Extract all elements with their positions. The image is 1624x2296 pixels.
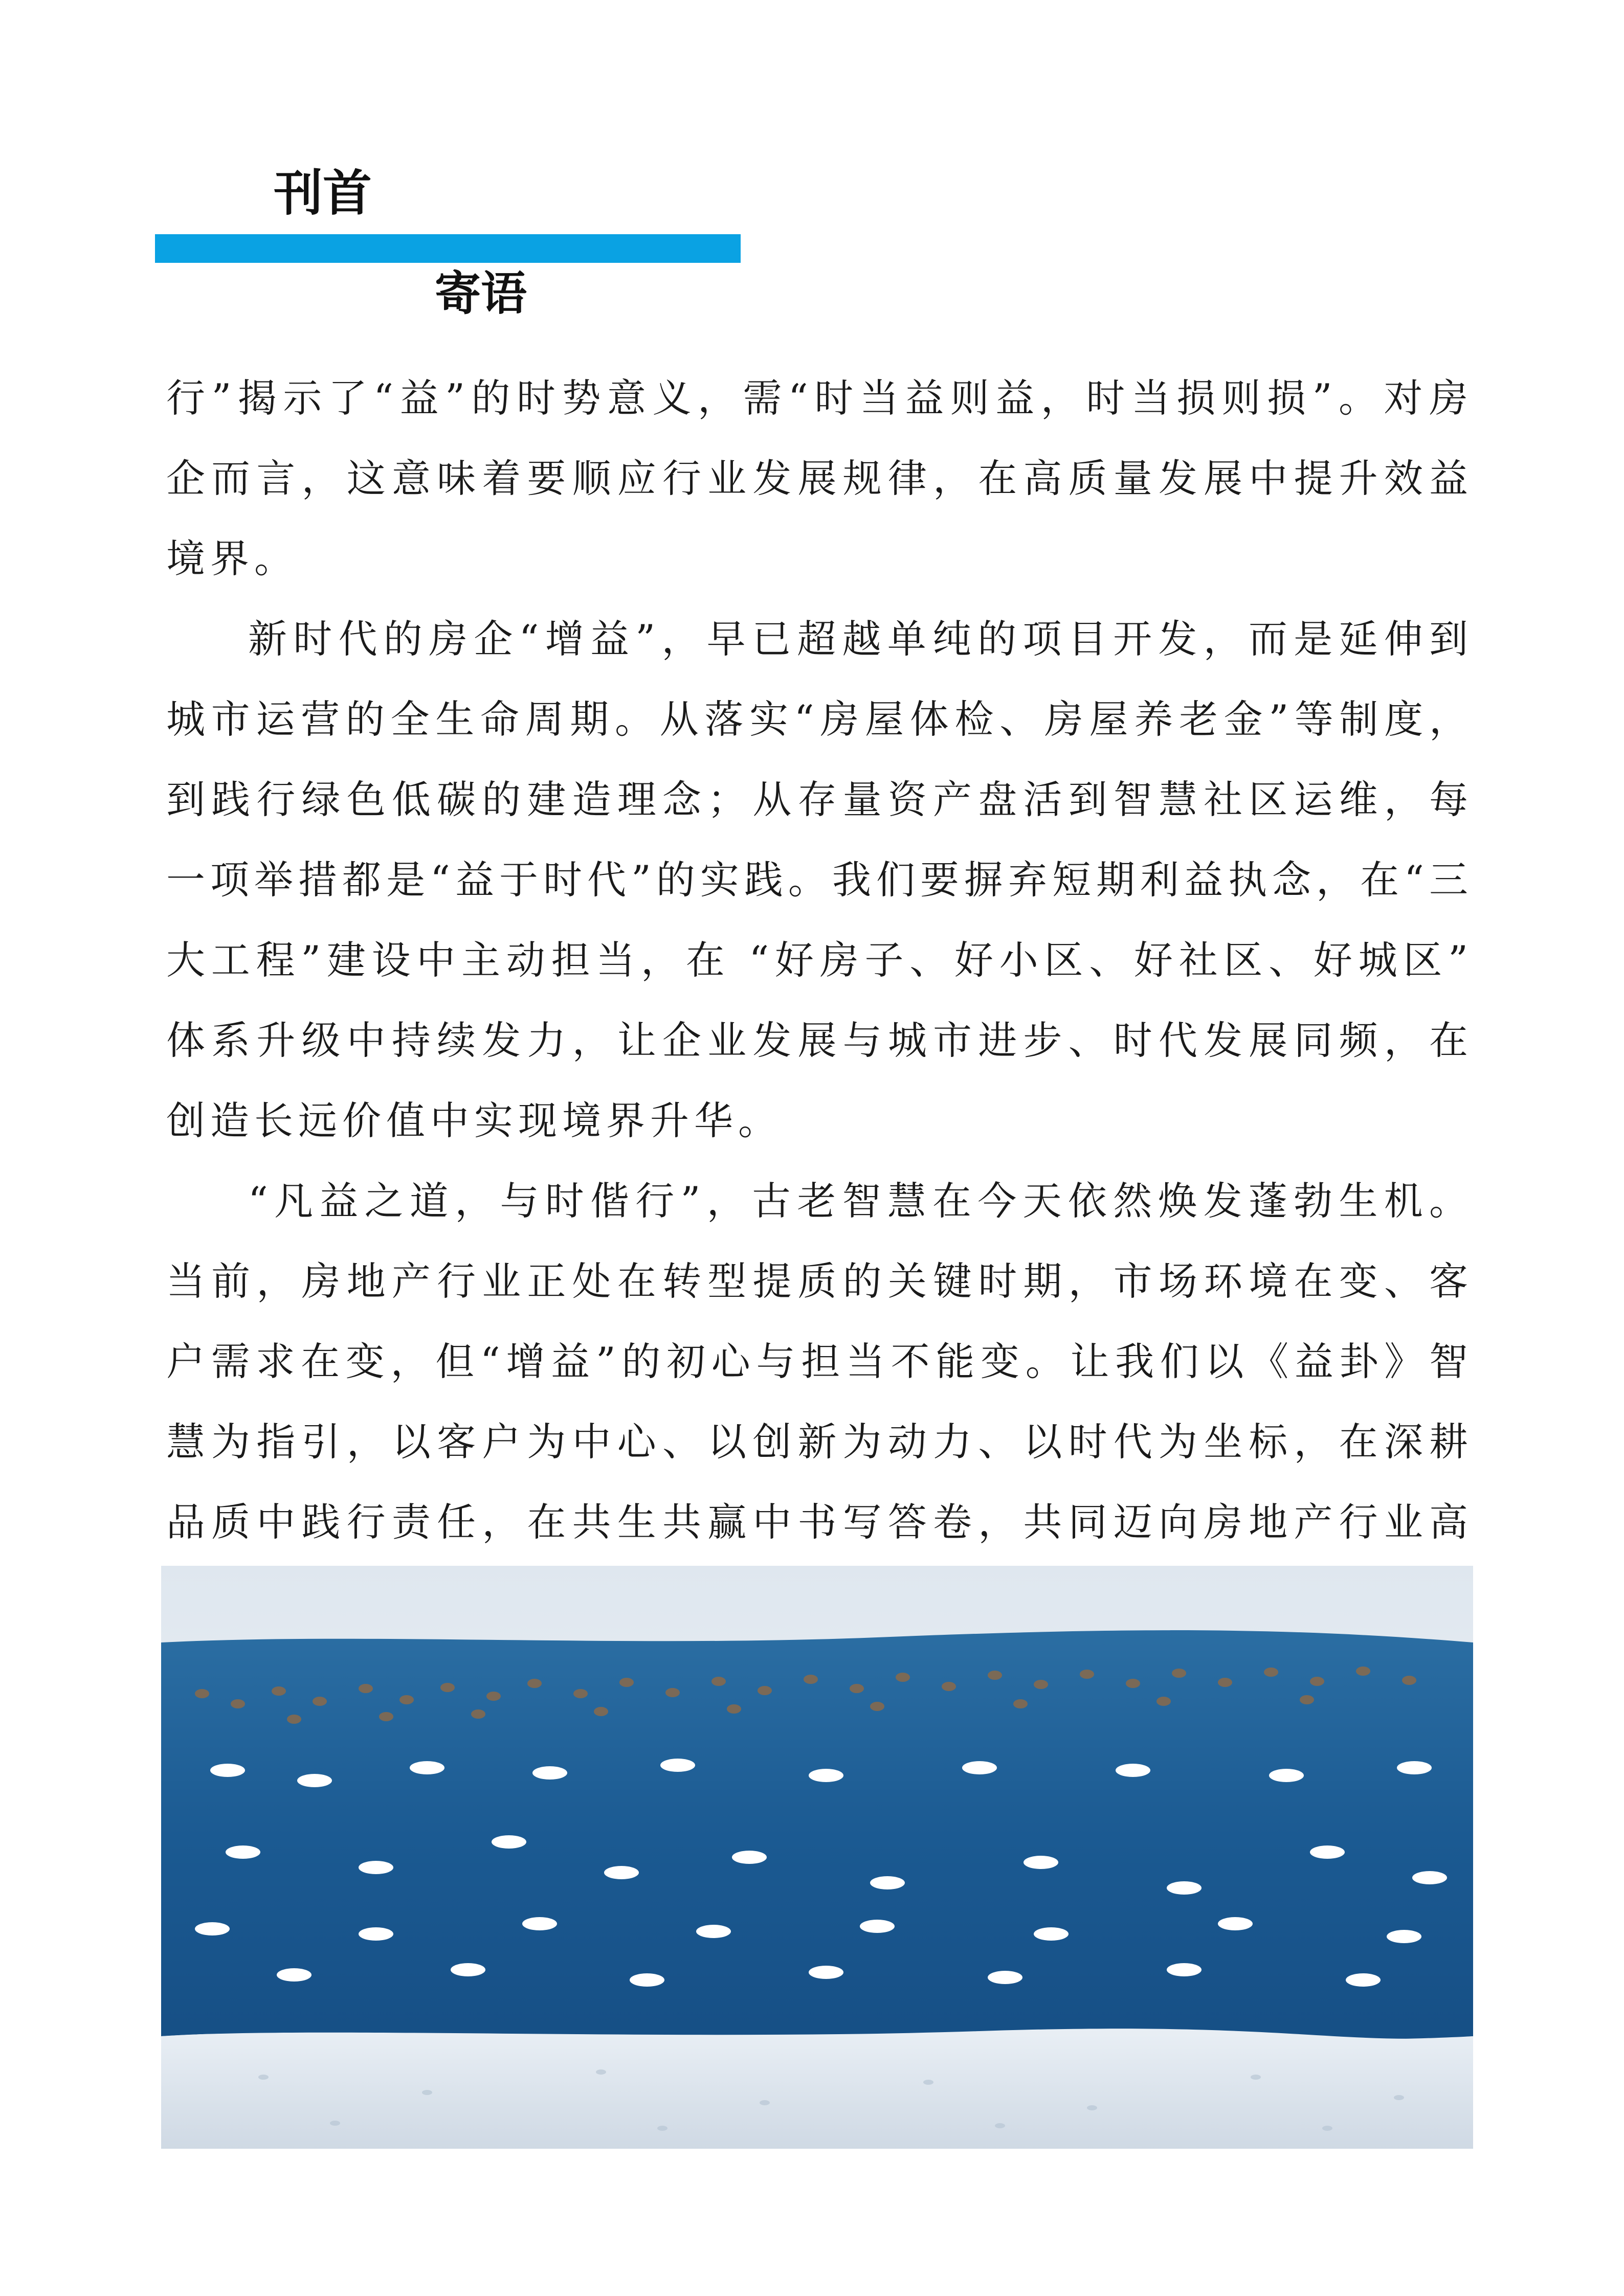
paragraph: 行”揭示了“益”的时势意义，需“时当益则益，时当损则损”。对房企而言，这意味着要顺应行业发展规律，在高质量发展中提升效益境界。 [166, 375, 1473, 581]
swan-lake-image [161, 1566, 1473, 2149]
paragraph: “凡益之道，与时偕行”，古老智慧在今天依然焕发蓬勃生机。当前，房地产行业正处在转型提质的关键时期，市场环境在变、客户需求在变，但“增益”的初心与担当不能变。让我们以《益卦》智慧为指引，以客户为中心、以创新为动力、以时代为坐标，在深耕品质中践行责任，在共生共赢中书写答卷，共同迈向房地产行业高 [166, 1178, 1473, 1545]
swan-lake-photo [161, 1566, 1473, 2149]
article-body [166, 358, 1473, 1642]
accent-bar [155, 234, 741, 263]
section-subtitle: 寄语 [435, 267, 527, 321]
paragraph: 新时代的房企“增益”，早已超越单纯的项目开发，而是延伸到城市运营的全生命周期。从落实“房屋体检、房屋养老金”等制度，到践行绿色低碳的建造理念；从存量资产盘活到智慧社区运维，每一项举措都是“益于时代”的实践。我们要摒弃短期利益执念，在“三大工程”建设中主动担当，在 “好房子、好小区、好社区、好城区” 体系升级中持续发力，让企业发展与城市进步、时代发展同频，在创造长远价值中实现境界升华。 [166, 616, 1473, 1143]
section-title: 刊首 [274, 165, 372, 222]
